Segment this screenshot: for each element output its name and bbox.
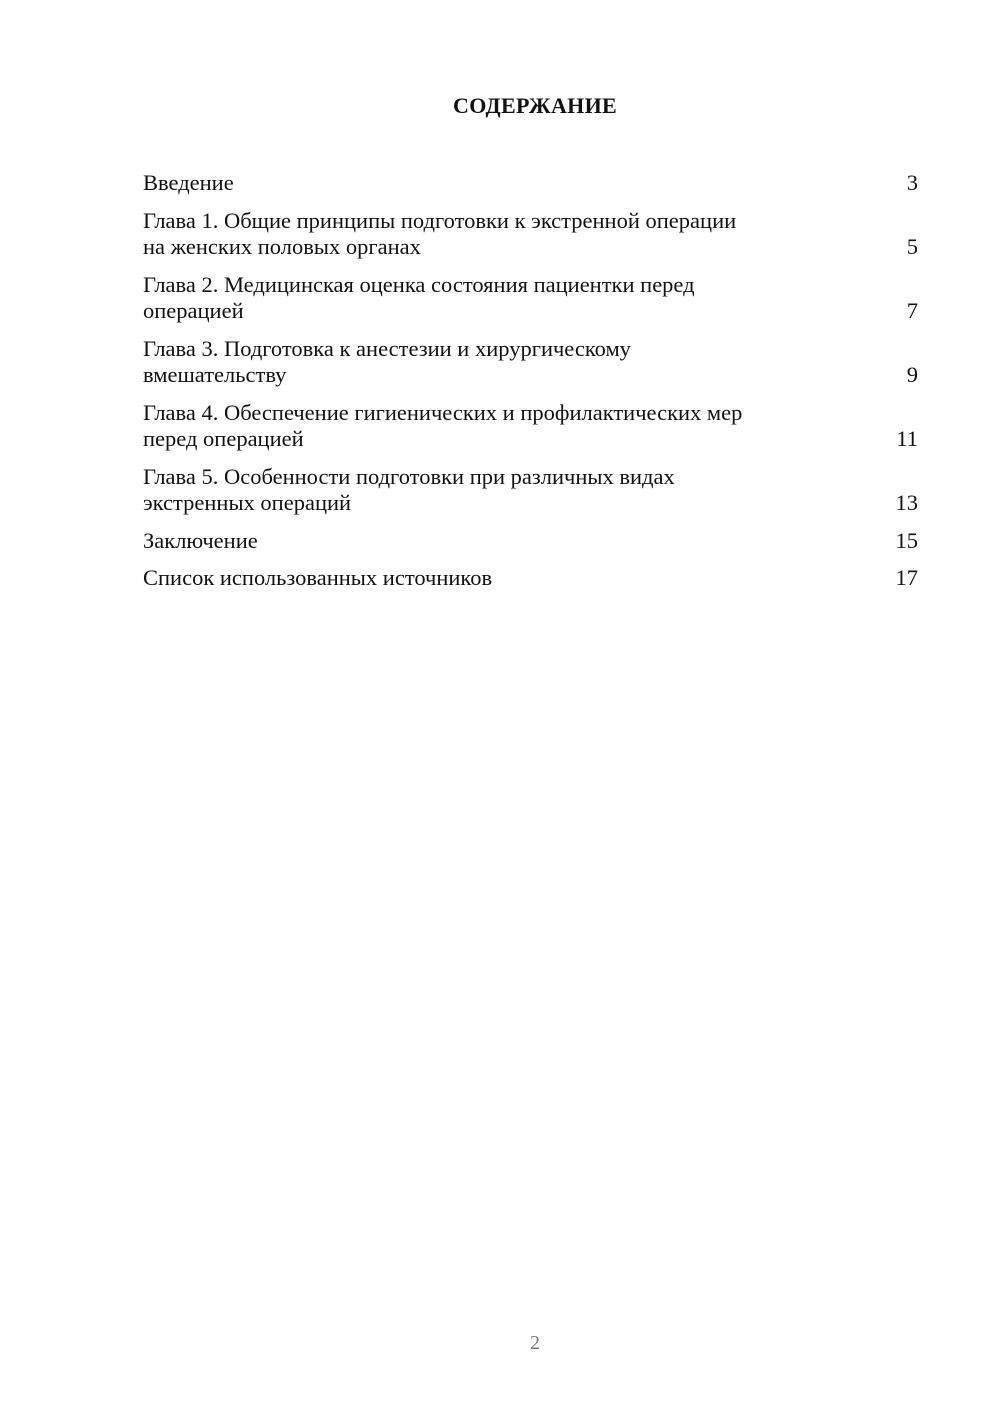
toc-entry-page: 5 [906, 234, 918, 259]
toc-entry-line: Заключение [143, 527, 258, 553]
toc-entry-chapter-4 [143, 400, 918, 453]
toc-entry-line: Глава 1. Общие принципы подготовки к экстренной операции [143, 207, 737, 233]
toc-entry-line: Глава 4. Обеспечение гигиенических и профилактических мер [143, 399, 743, 425]
toc-entry-label [143, 565, 813, 592]
toc-entry-label [143, 528, 813, 555]
toc-entry-conclusion [143, 528, 918, 555]
toc-entry-label [143, 272, 813, 325]
toc-entry-chapter-2 [143, 272, 918, 325]
toc-entry-line: Введение [143, 170, 234, 195]
toc-entry-page: 11 [896, 426, 918, 451]
toc-entry-label [143, 208, 813, 261]
toc-entry-line: перед операцией [143, 426, 304, 451]
toc-entry-page: 7 [906, 298, 918, 323]
toc-entry-label [143, 336, 813, 389]
table-of-contents [143, 170, 918, 603]
toc-entry-page: 15 [895, 527, 918, 553]
toc-entry-references [143, 565, 918, 592]
toc-entry-label [143, 400, 813, 453]
toc-entry-introduction [143, 170, 918, 197]
toc-entry-chapter-1 [143, 208, 918, 261]
toc-entry-chapter-3 [143, 336, 918, 389]
toc-entry-line: Список использованных источников [143, 565, 493, 590]
page-number: 2 [530, 1332, 540, 1354]
toc-entry-page: 13 [895, 490, 918, 515]
toc-entry-line: вмешательству [143, 362, 287, 387]
toc-entry-line: операцией [143, 298, 244, 323]
toc-entry-line: Глава 3. Подготовка к анестезии и хирургическому [143, 335, 631, 361]
page-title: СОДЕРЖАНИЕ [453, 93, 617, 118]
toc-entry-line: Глава 5. Особенности подготовки при различных видах [143, 463, 675, 489]
toc-entry-line: Глава 2. Медицинская оценка состояния пациентки перед [143, 271, 695, 297]
toc-entry-page: 17 [895, 565, 918, 590]
toc-entry-label [143, 170, 813, 197]
toc-entry-page: 3 [906, 170, 918, 195]
toc-entry-chapter-5 [143, 464, 918, 517]
toc-entry-line: на женских половых органах [143, 234, 421, 259]
toc-entry-label [143, 464, 813, 517]
toc-entry-page: 9 [906, 362, 918, 387]
toc-entry-line: экстренных операций [143, 490, 352, 515]
